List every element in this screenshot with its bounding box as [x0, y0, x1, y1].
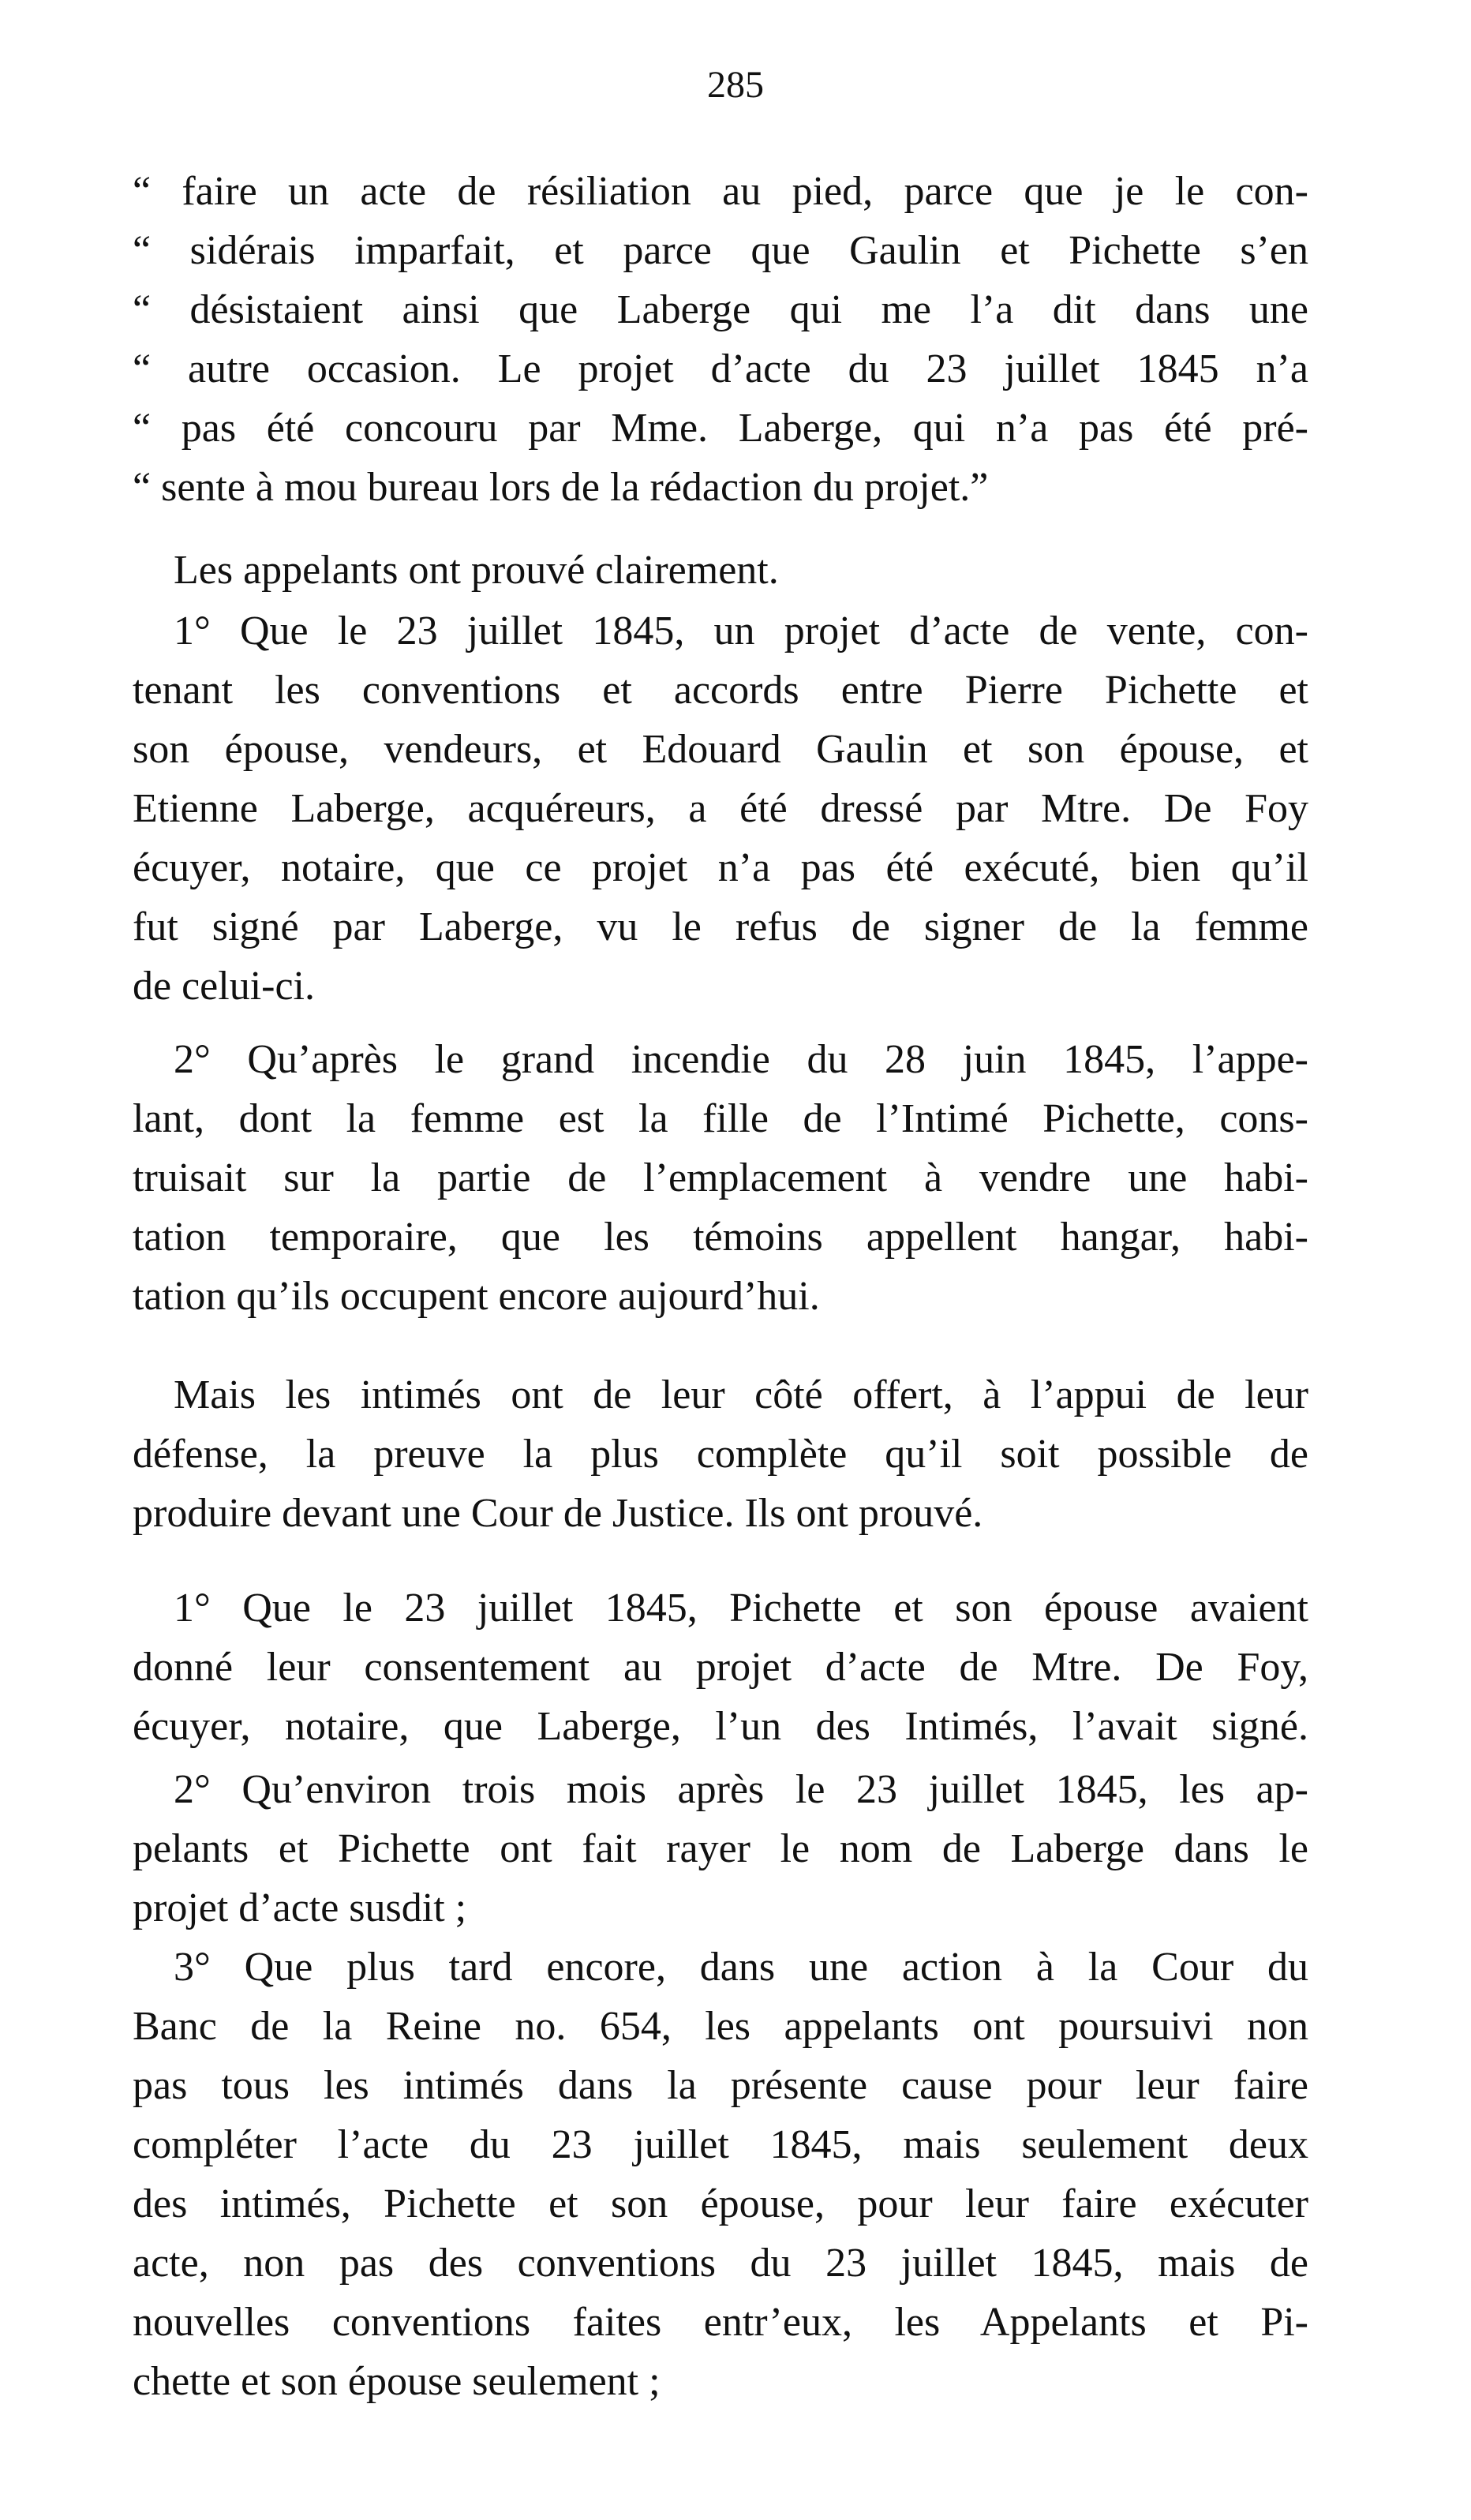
text-line: son épouse, vendeurs, et Edouard Gaulin et son épouse, et — [133, 727, 1308, 772]
text-line: 2° Qu’environ trois mois après le 23 juillet 1845, les ap- — [174, 1767, 1308, 1812]
text-line: donné leur consentement au projet d’acte de Mtre. De Foy, — [133, 1645, 1308, 1690]
text-line: 1° Que le 23 juillet 1845, un projet d’acte de vente, con- — [174, 608, 1308, 653]
text-line: fut signé par Laberge, vu le refus de signer de la femme — [133, 904, 1308, 949]
text-line: Les appelants ont prouvé clairement. — [174, 548, 779, 593]
text-line: “ faire un acte de résiliation au pied, parce que je le con- — [133, 169, 1308, 214]
paragraph-appellants-proved — [133, 541, 1308, 600]
text-line: “ sente à mou bureau lors de la rédaction du projet.” — [133, 465, 989, 510]
text-line: produire devant une Cour de Justice. Ils ont prouvé. — [133, 1491, 983, 1536]
text-line: Etienne Laberge, acquéreurs, a été dressé par Mtre. De Foy — [133, 786, 1308, 831]
text-line: “ sidérais imparfait, et parce que Gaulin et Pichette s’en — [133, 228, 1308, 273]
text-line: “ autre occasion. Le projet d’acte du 23 juillet 1845 n’a — [133, 346, 1308, 391]
paragraph-respondents-point-2 — [133, 1760, 1308, 1938]
text-line: Mais les intimés ont de leur côté offert, à l’appui de leur — [174, 1372, 1308, 1417]
text-line: compléter l’acte du 23 juillet 1845, mais seulement deux — [133, 2122, 1308, 2167]
text-line: truisait sur la partie de l’emplacement à vendre une habi- — [133, 1155, 1308, 1200]
paragraph-appellants-point-1 — [133, 601, 1308, 1016]
paragraph-quote-continuation — [133, 162, 1308, 517]
text-line: tation qu’ils occupent encore aujourd’hui. — [133, 1274, 820, 1319]
text-line: tation temporaire, que les témoins appellent hangar, habi- — [133, 1215, 1308, 1260]
text-line: 1° Que le 23 juillet 1845, Pichette et son épouse avaient — [174, 1586, 1308, 1631]
text-line: 2° Qu’après le grand incendie du 28 juin 1845, l’appe- — [174, 1037, 1308, 1082]
page-number: 285 — [707, 64, 764, 106]
text-line: 3° Que plus tard encore, dans une action à la Cour du — [174, 1945, 1308, 1990]
text-line: chette et son épouse seulement ; — [133, 2359, 661, 2404]
text-line: des intimés, Pichette et son épouse, pour leur faire exécuter — [133, 2181, 1308, 2226]
text-line: écuyer, notaire, que Laberge, l’un des Intimés, l’avait signé. — [133, 1704, 1308, 1749]
text-line: acte, non pas des conventions du 23 juillet 1845, mais de — [133, 2241, 1308, 2286]
text-line: “ pas été concouru par Mme. Laberge, qui n’a pas été pré- — [133, 406, 1308, 451]
text-line: nouvelles conventions faites entr’eux, les Appelants et Pi- — [133, 2300, 1308, 2345]
paragraph-appellants-point-2 — [133, 1030, 1308, 1326]
text-line: de celui-ci. — [133, 964, 315, 1009]
paragraph-respondents-offered — [133, 1365, 1308, 1543]
text-line: écuyer, notaire, que ce projet n’a pas été exécuté, bien qu’il — [133, 845, 1308, 890]
text-line: “ désistaient ainsi que Laberge qui me l’a dit dans une — [133, 287, 1308, 332]
text-line: lant, dont la femme est la fille de l’Intimé Pichette, cons- — [133, 1096, 1308, 1141]
text-line: tenant les conventions et accords entre Pierre Pichette et — [133, 668, 1308, 713]
text-line: projet d’acte susdit ; — [133, 1885, 467, 1930]
paragraph-respondents-point-3 — [133, 1938, 1308, 2411]
paragraph-respondents-point-1 — [133, 1578, 1308, 1756]
text-line: pas tous les intimés dans la présente cause pour leur faire — [133, 2063, 1308, 2108]
text-line: pelants et Pichette ont fait rayer le nom de Laberge dans le — [133, 1826, 1308, 1871]
text-line: défense, la preuve la plus complète qu’il soit possible de — [133, 1432, 1308, 1477]
text-line: Banc de la Reine no. 654, les appelants ont poursuivi non — [133, 2004, 1308, 2049]
